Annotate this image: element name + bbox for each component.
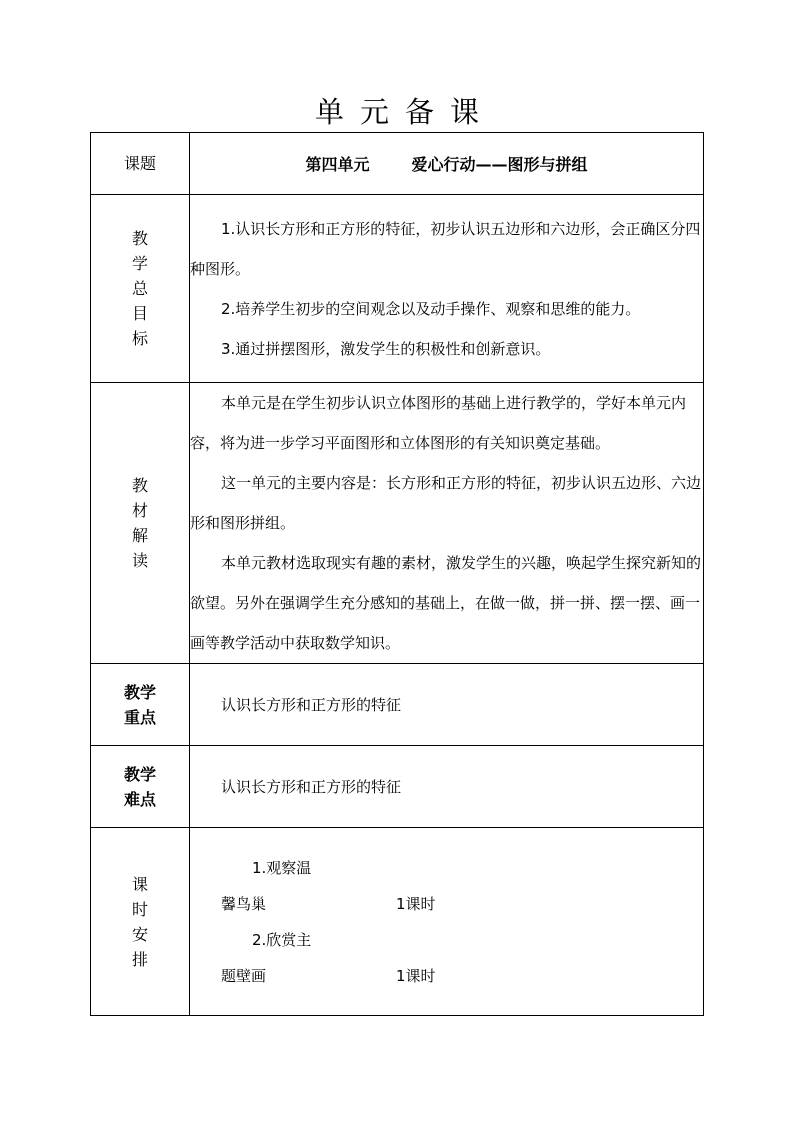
subject-row	[91, 133, 704, 195]
subject-value	[190, 133, 704, 195]
analysis-label-char: 教	[131, 476, 148, 495]
goals-label-char: 教	[131, 229, 148, 248]
key-points-label	[91, 664, 190, 746]
analysis-paragraph: 本单元教材选取现实有趣的素材，激发学生的兴趣，唤起学生探究新知的欲望。另外在强调学生充分感知的基础上，在做一做，拼一拼、摆一摆、画一画等教学活动中获取数学知识。	[190, 554, 702, 652]
key-points-label-line: 重点	[123, 707, 156, 727]
subject-unit: 第四单元	[305, 155, 370, 174]
schedule-label	[91, 828, 190, 1016]
schedule-label-char: 安	[131, 924, 148, 944]
analysis-label	[91, 383, 190, 664]
schedule-item	[190, 850, 703, 922]
goals-label-char: 标	[131, 329, 148, 348]
subject-label: 课题	[91, 133, 190, 195]
schedule-item-name: 1.观察温馨鸟巢	[221, 858, 312, 913]
schedule-item-hours: 1课时	[396, 894, 436, 913]
goals-row	[91, 195, 704, 383]
page-title: 单元备课	[314, 95, 495, 129]
analysis-paragraph: 本单元是在学生初步认识立体图形的基础上进行教学的，学好本单元内容，将为进一步学习平面图形和立体图形的有关知识奠定基础。	[190, 394, 687, 452]
goals-label	[91, 195, 190, 383]
difficulties-text: 认识长方形和正方形的特征	[221, 777, 402, 796]
schedule-content	[190, 828, 704, 1016]
goals-content	[190, 195, 704, 383]
schedule-label-char: 课	[131, 874, 148, 894]
analysis-row	[91, 383, 704, 664]
goals-label-char: 总	[131, 279, 148, 298]
goal-item: 2.培养学生初步的空间观念以及动手操作、观察和思维的能力。	[221, 299, 641, 318]
schedule-item-name: 2.欣赏主题壁画	[221, 930, 312, 985]
goals-label-char: 目	[131, 304, 148, 323]
key-points-label-line: 教学	[123, 682, 156, 702]
difficulties-label-line: 难点	[123, 789, 156, 809]
analysis-label-char: 解	[131, 526, 148, 545]
difficulties-label	[91, 746, 190, 828]
key-points-text: 认识长方形和正方形的特征	[221, 695, 402, 714]
schedule-item-hours: 1课时	[396, 966, 436, 985]
key-points-row	[91, 664, 704, 746]
schedule-label-char: 排	[131, 949, 148, 969]
analysis-label-char: 材	[131, 501, 148, 520]
goal-item: 1.认识长方形和正方形的特征，初步认识五边形和六边形，会正确区分四种图形。	[190, 219, 701, 278]
difficulties-label-line: 教学	[123, 764, 156, 784]
schedule-label-char: 时	[131, 899, 148, 919]
subject-name: 爱心行动——图形与拼组	[411, 155, 588, 174]
schedule-item	[190, 922, 703, 994]
analysis-paragraph: 这一单元的主要内容是：长方形和正方形的特征，初步认识五边形、六边形和图形拼组。	[190, 474, 702, 532]
goal-item: 3.通过拼摆图形，激发学生的积极性和创新意识。	[221, 339, 551, 358]
lesson-plan-table	[90, 132, 704, 1016]
key-points-content	[190, 664, 704, 746]
analysis-label-char: 读	[131, 551, 148, 570]
difficulties-content	[190, 746, 704, 828]
goals-label-char: 学	[131, 254, 148, 273]
schedule-row	[91, 828, 704, 1016]
analysis-content	[190, 383, 704, 664]
difficulties-row	[91, 746, 704, 828]
